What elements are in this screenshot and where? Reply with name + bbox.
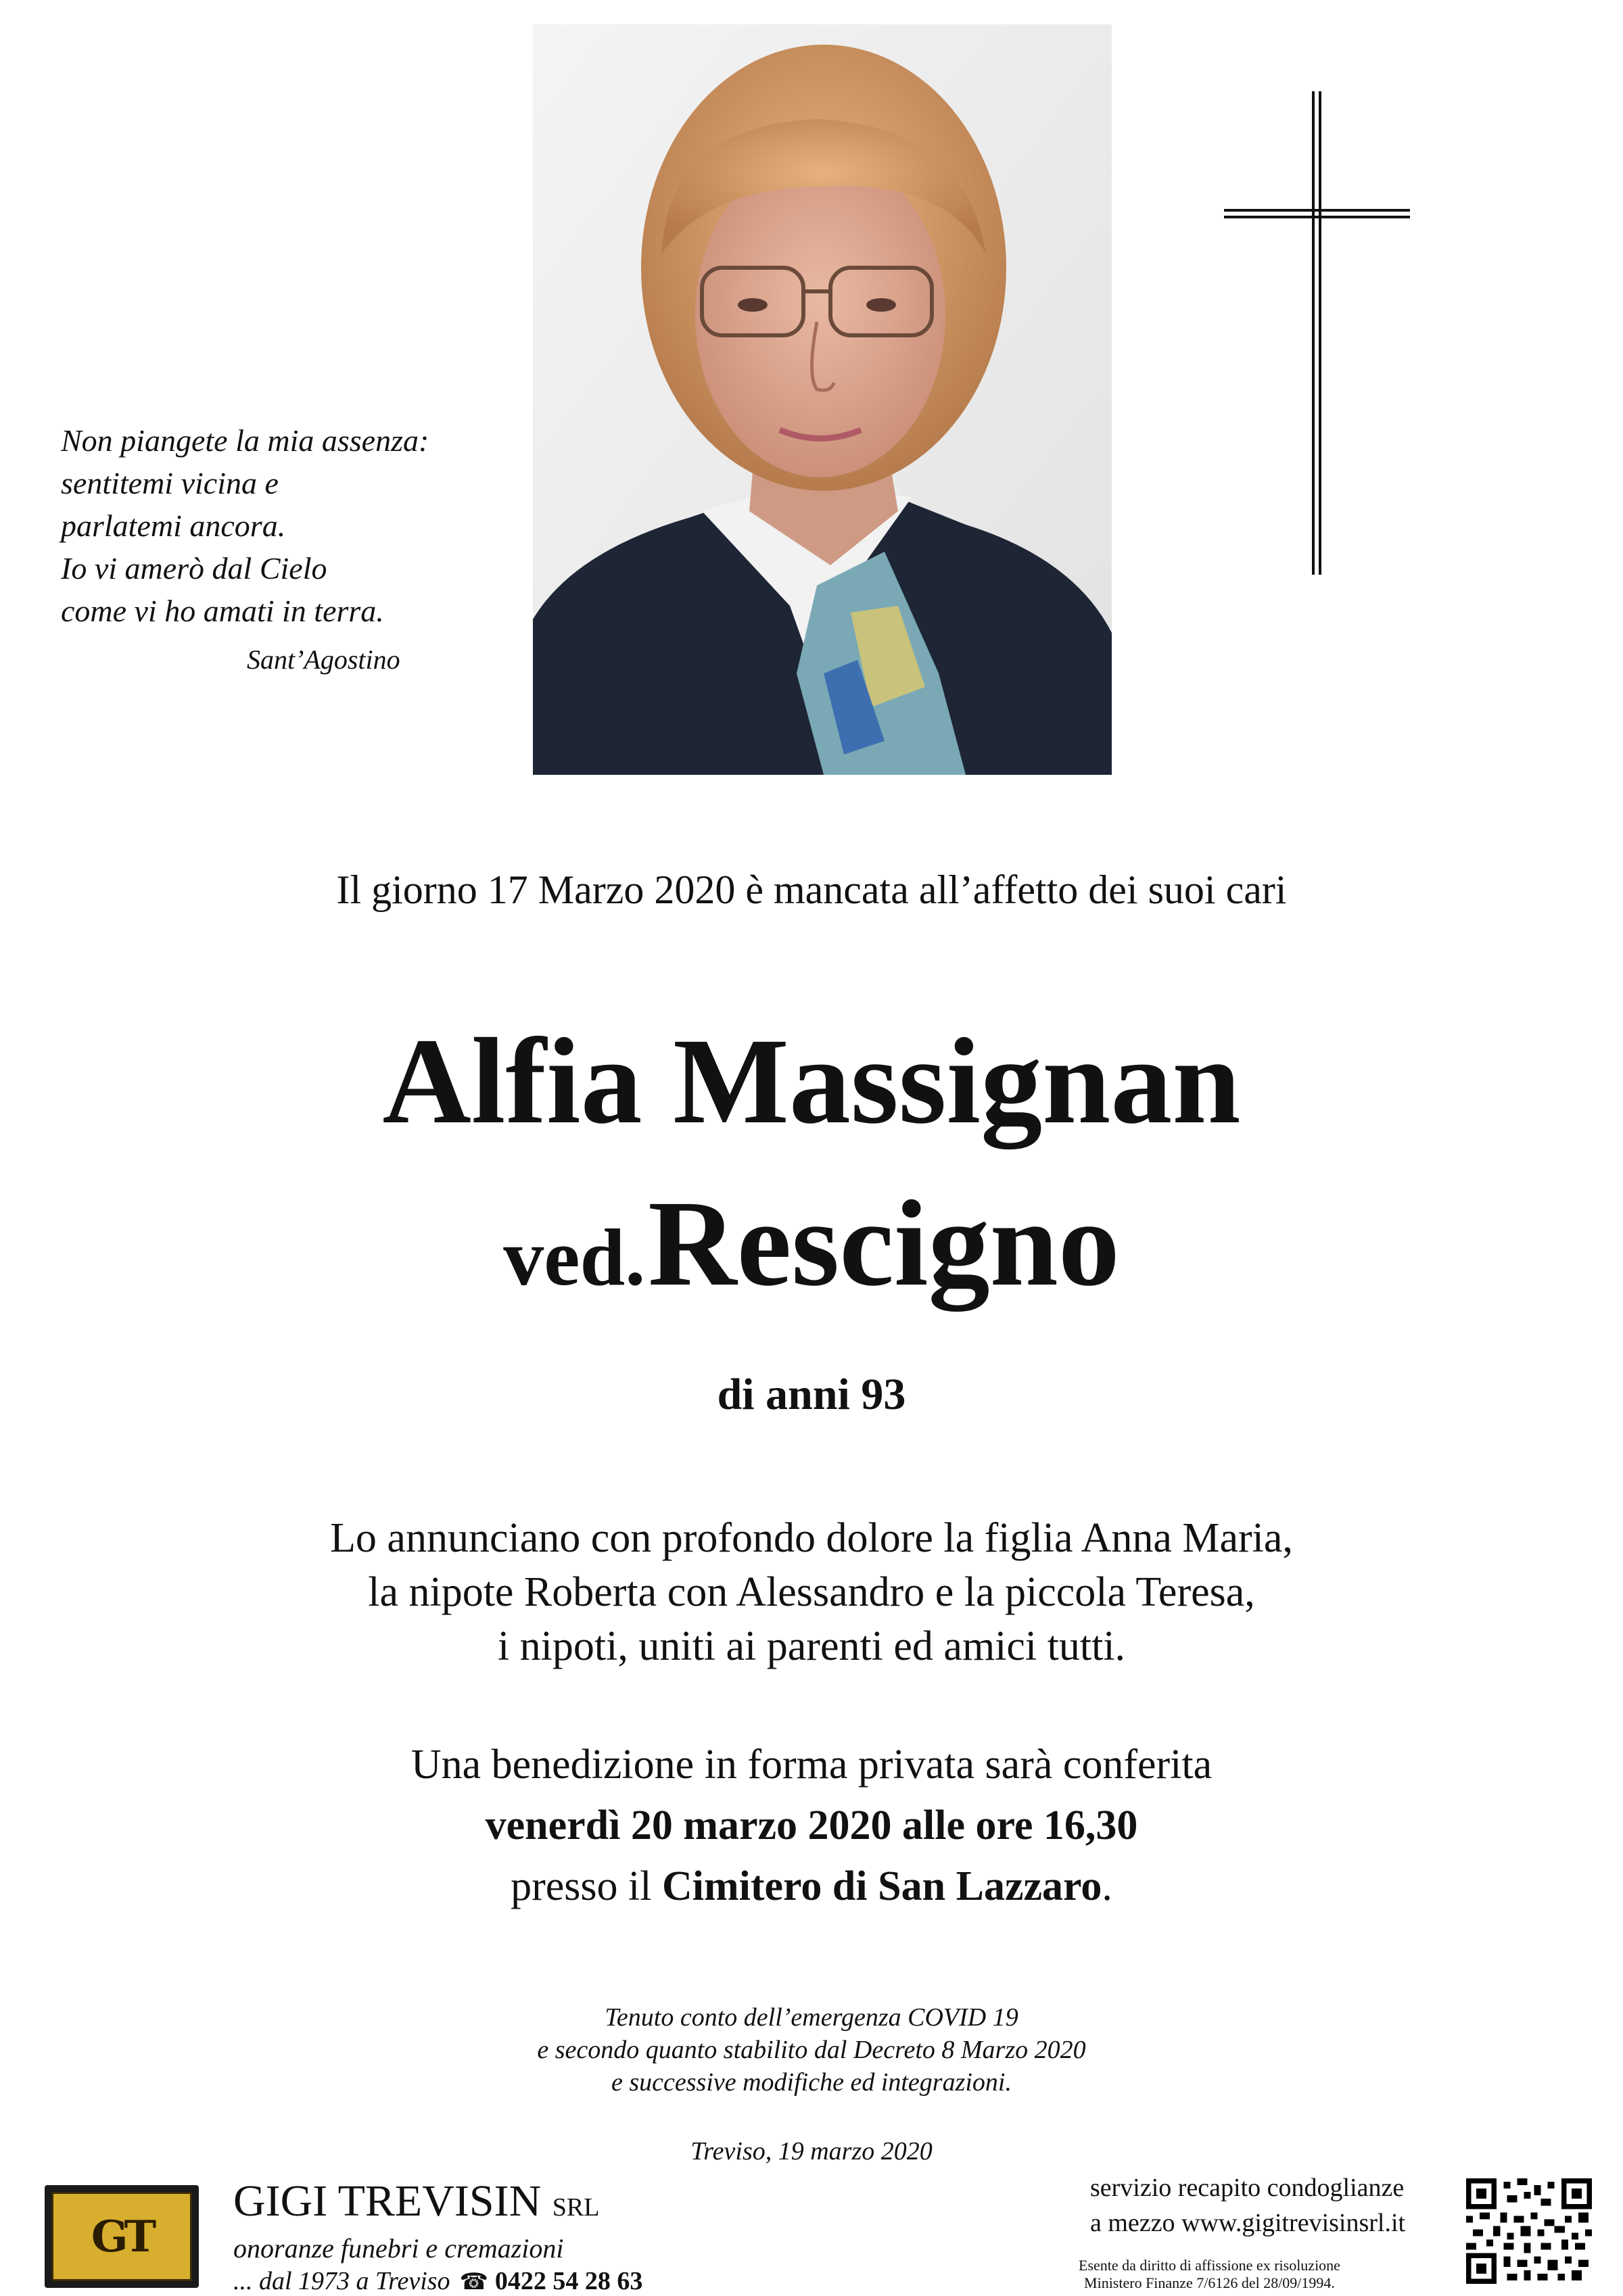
company-since-text: ... dal 1973 a Treviso bbox=[233, 2267, 450, 2295]
cross-icon bbox=[1224, 91, 1410, 575]
company-tagline: onoranze funebri e cremazioni bbox=[233, 2233, 564, 2264]
covid-note-line: e successive modifiche ed integrazioni. bbox=[611, 2068, 1012, 2097]
age-text: di anni 93 bbox=[717, 1370, 906, 1419]
intro-text: Il giorno 17 Marzo 2020 è mancata all’affetto dei suoi cari bbox=[336, 867, 1287, 912]
logo-plate bbox=[51, 2192, 192, 2281]
deceased-married-name bbox=[0, 1176, 1623, 1349]
exemption-note bbox=[1079, 2257, 1340, 2292]
qr-code-icon bbox=[1466, 2178, 1592, 2284]
quote-author: Sant’Agostino bbox=[247, 644, 400, 675]
covid-note bbox=[0, 2001, 1623, 2099]
service-website: a mezzo www.gigitrevisinsrl.it bbox=[1090, 2209, 1406, 2237]
condolence-service bbox=[1090, 2170, 1405, 2241]
company-suffix: SRL bbox=[552, 2193, 600, 2222]
married-name: Rescigno bbox=[648, 1176, 1120, 1312]
exemption-line: Ministero Finanze 7/6126 del 28/09/1994. bbox=[1084, 2274, 1335, 2291]
company-phone: 0422 54 28 63 bbox=[494, 2267, 643, 2295]
announcement bbox=[0, 1511, 1623, 1673]
announcement-line: i nipoti, uniti ai parenti ed amici tutti. bbox=[497, 1623, 1126, 1669]
blessing bbox=[0, 1734, 1623, 1917]
exemption-line: Esente da diritto di affissione ex risoluzione bbox=[1079, 2257, 1340, 2274]
blessing-place-suffix: . bbox=[1102, 1863, 1112, 1909]
blessing-place: Cimitero di San Lazzaro bbox=[661, 1863, 1102, 1909]
announcement-line: Lo annunciano con profondo dolore la figlia Anna Maria, bbox=[330, 1515, 1293, 1561]
phone-icon: ☎ bbox=[459, 2270, 488, 2295]
company-name bbox=[233, 2176, 599, 2227]
quote-line: sentitemi vicina e bbox=[61, 466, 279, 500]
company-name-text: GIGI TREVISIN bbox=[233, 2176, 542, 2226]
deceased-name: Alfia Massignan bbox=[382, 1013, 1241, 1149]
portrait-photo bbox=[533, 24, 1112, 775]
quote-line: Non piangete la mia assenza: bbox=[61, 423, 429, 458]
quote-line: Io vi amerò dal Cielo bbox=[61, 551, 327, 585]
blessing-place-line bbox=[0, 1856, 1623, 1917]
quote-line: come vi ho amati in terra. bbox=[61, 594, 384, 628]
place-date: Treviso, 19 marzo 2020 bbox=[690, 2137, 933, 2166]
company-since bbox=[233, 2266, 642, 2296]
quote bbox=[61, 419, 521, 632]
logo-monogram: GT bbox=[91, 2211, 153, 2262]
covid-note-line: e secondo quanto stabilito dal Decreto 8 Marzo 2020 bbox=[537, 2036, 1086, 2064]
quote-line: parlatemi ancora. bbox=[61, 508, 286, 543]
ved-label: ved. bbox=[503, 1212, 646, 1302]
service-line: servizio recapito condoglianze bbox=[1090, 2174, 1405, 2202]
blessing-line: Una benedizione in forma privata sarà conferita bbox=[410, 1742, 1213, 1788]
covid-note-line: Tenuto conto dell’emergenza COVID 19 bbox=[605, 2003, 1018, 2032]
company-logo bbox=[45, 2185, 199, 2288]
blessing-datetime: venerdì 20 marzo 2020 alle ore 16,30 bbox=[485, 1802, 1138, 1848]
announcement-line: la nipote Roberta con Alessandro e la piccola Teresa, bbox=[368, 1569, 1255, 1615]
blessing-place-prefix: presso il bbox=[511, 1863, 662, 1909]
